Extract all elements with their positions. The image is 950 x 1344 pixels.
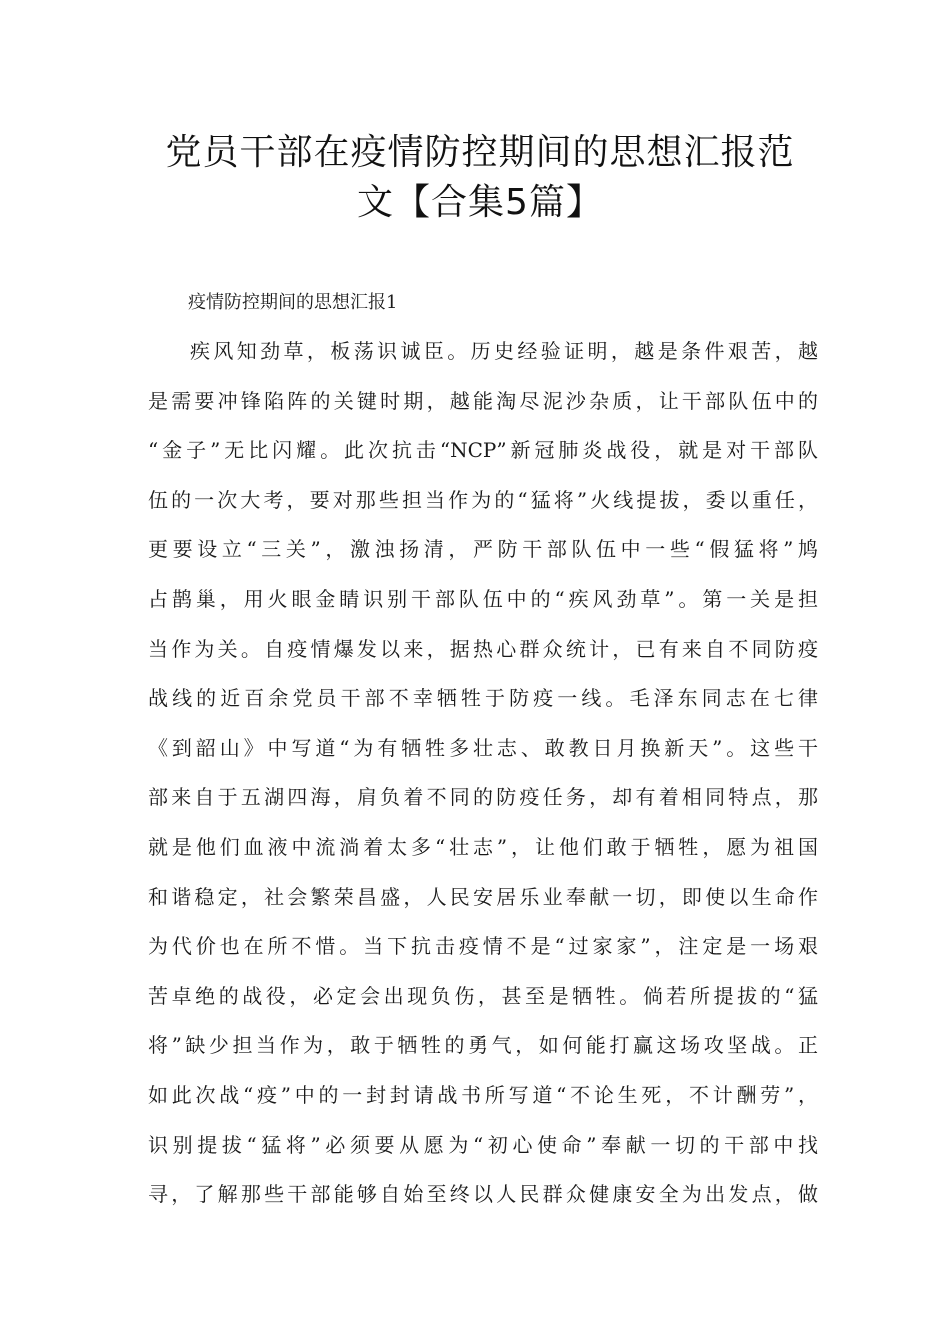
paragraph-line: 就是他们血液中流淌着太多“壮志”，让他们敢于牺牲，愿为祖国 <box>148 834 818 859</box>
paragraph-line: 战线的近百余党员干部不幸牺牲于防疫一线。毛泽东同志在七律 <box>148 686 818 711</box>
paragraph-line: 《到韶山》中写道“为有牺牲多壮志、敢教日月换新天”。这些干 <box>148 735 818 760</box>
paragraph-line: 为代价也在所不惜。当下抗击疫情不是“过家家”，注定是一场艰 <box>148 934 818 959</box>
paragraph-line: 识别提拔“猛将”必须要从愿为“初心使命”奉献一切的干部中找 <box>148 1132 818 1157</box>
paragraph-line: 占鹊巢，用火眼金睛识别干部队伍中的“疾风劲草”。第一关是担 <box>148 586 818 611</box>
title-line-2: 文【合集5篇】 <box>357 182 603 223</box>
paragraph-line: 寻，了解那些干部能够自始至终以人民群众健康安全为出发点，做 <box>148 1182 818 1207</box>
paragraph-line: “金子”无比闪耀。此次抗击“NCP”新冠肺炎战役，就是对干部队 <box>148 438 818 463</box>
paragraph-line: 将”缺少担当作为，敢于牺牲的勇气，如何能打赢这场攻坚战。正 <box>148 1033 818 1058</box>
body-paragraph <box>148 336 818 1229</box>
paragraph-line: 伍的一次大考，要对那些担当作为的“猛将”火线提拔，委以重任， <box>148 487 818 512</box>
paragraph-line: 疾风知劲草，板荡识诚臣。历史经验证明，越是条件艰苦，越 <box>190 339 818 363</box>
paragraph-line: 是需要冲锋陷阵的关键时期，越能淘尽泥沙杂质，让干部队伍中的 <box>148 388 818 413</box>
paragraph-line: 更要设立“三关”，激浊扬清，严防干部队伍中一些“假猛将”鸠 <box>148 537 818 562</box>
section-heading: 疫情防控期间的思想汇报1 <box>188 292 398 313</box>
paragraph-line: 如此次战“疫”中的一封封请战书所写道“不论生死，不计酬劳”， <box>148 1082 818 1107</box>
document-title <box>140 128 820 228</box>
title-line-1: 党员干部在疫情防控期间的思想汇报范 <box>165 132 795 173</box>
paragraph-line: 和谐稳定，社会繁荣昌盛，人民安居乐业奉献一切，即使以生命作 <box>148 884 818 909</box>
paragraph-line: 部来自于五湖四海，肩负着不同的防疫任务，却有着相同特点，那 <box>148 785 818 810</box>
paragraph-line: 苦卓绝的战役，必定会出现负伤，甚至是牺牲。倘若所提拔的“猛 <box>148 983 818 1008</box>
paragraph-line: 当作为关。自疫情爆发以来，据热心群众统计，已有来自不同防疫 <box>148 636 818 661</box>
